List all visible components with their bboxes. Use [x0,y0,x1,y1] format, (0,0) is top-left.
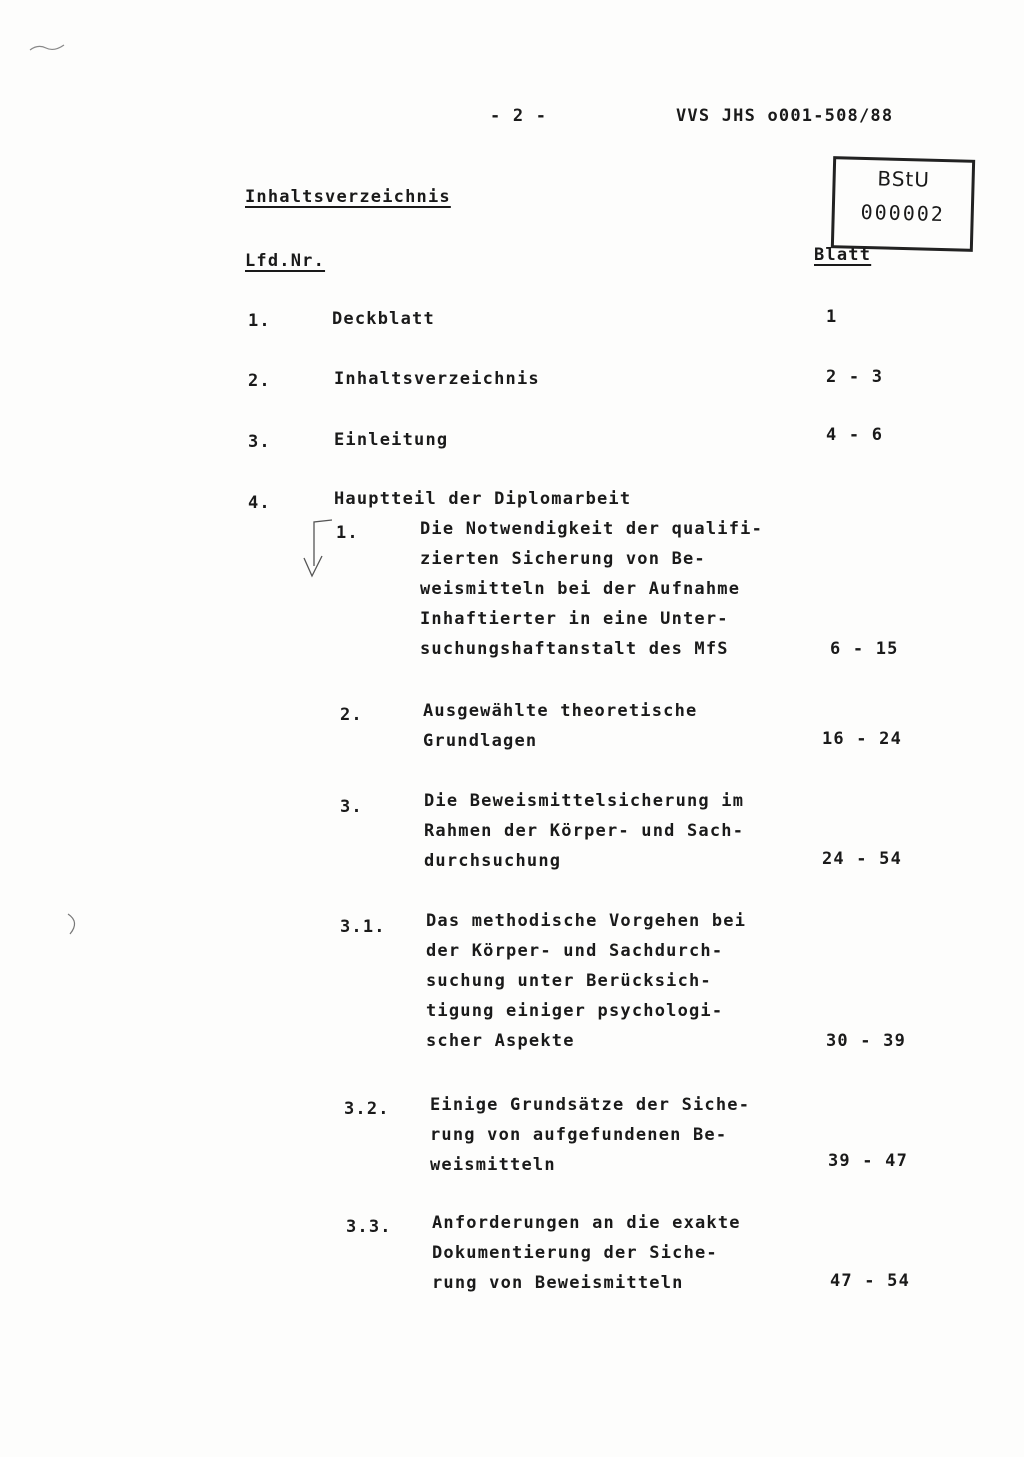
subentry-title: Die Beweismittelsicherung im Rahmen der Körper- und Sach- durchsuchung [424,791,745,871]
subentry-pages: 24 - 54 [822,849,903,869]
subentry-pages: 6 - 15 [830,639,899,659]
entry-pages: 2 - 3 [826,367,884,387]
column-number-header: Lfd.Nr. [245,251,326,271]
subentry-title: Die Notwendigkeit der qualifi- zierten Sicherung von Be- weismitteln bei der Aufnahme Inhaftierter in eine Unter- suchungshaftanstalt des MfS [420,519,764,659]
document-reference: VVS JHS o001-508/88 [676,106,894,126]
entry-title: Hauptteil der Diplomarbeit [334,489,632,509]
margin-mark-icon [62,910,86,938]
toc-heading: Inhaltsverzeichnis [245,187,451,207]
entry-pages: 1 [826,307,838,327]
subentry-number: 3.2. [344,1099,390,1119]
entry-number: 4. [248,493,271,513]
entry-title: Einleitung [334,430,449,450]
entry-title: Deckblatt [332,309,435,329]
subentry-pages: 16 - 24 [822,729,903,749]
entry-title: Inhaltsverzeichnis [334,369,540,389]
entry-pages: 4 - 6 [826,425,884,445]
page-number: - 2 - [490,106,548,126]
subentry-title: Einige Grundsätze der Siche- rung von aufgefundenen Be- weismitteln [430,1095,751,1175]
entry-number: 1. [248,311,271,331]
subentry-number: 3.1. [340,917,386,937]
entry-number: 2. [248,371,271,391]
subentry-title: Das methodische Vorgehen bei der Körper- und Sachdurch- suchung unter Berücksich- tigung einiger psychologi- scher Aspekte [426,911,747,1051]
subentry-pages: 39 - 47 [828,1151,909,1171]
subentry-pages: 47 - 54 [830,1271,911,1291]
stamp-number: 000002 [860,199,946,227]
subentry-pages: 30 - 39 [826,1031,907,1051]
subentry-number: 3. [340,797,363,817]
archive-stamp [831,156,975,252]
entry-number: 3. [248,432,271,452]
subentry-number: 2. [340,705,363,725]
subentry-number: 3.3. [346,1217,392,1237]
subentry-title: Anforderungen an die exakte Dokumentierung der Siche- rung von Beweismitteln [432,1213,741,1293]
subentry-number: 1. [336,523,359,543]
corner-mark-icon [28,40,68,54]
stamp-label: BStU [877,166,931,192]
column-page-header: Blatt [814,245,872,265]
subentry-title: Ausgewählte theoretische Grundlagen [423,701,698,751]
handwritten-arrow-icon [298,516,338,582]
